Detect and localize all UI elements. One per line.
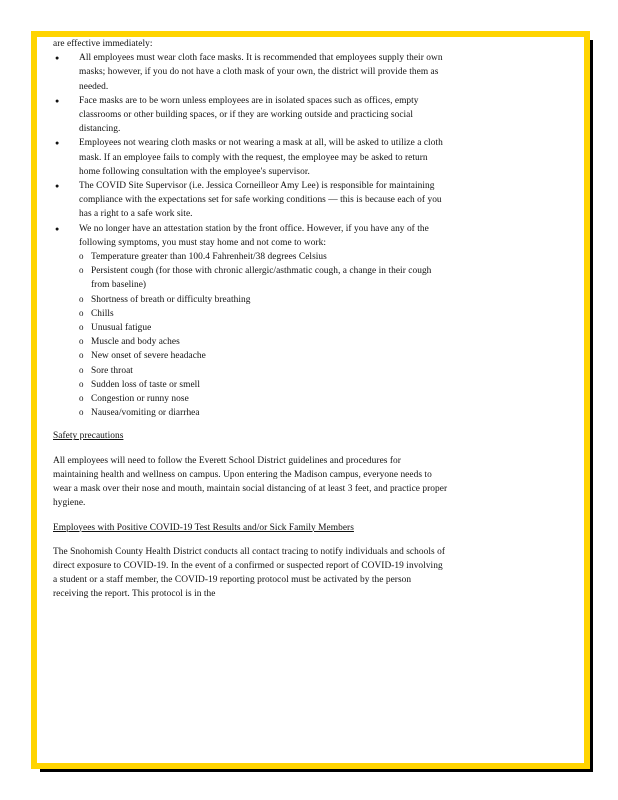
document-content: [53, 37, 448, 602]
symptom-item: o Sore throat: [79, 364, 448, 378]
safety-heading: Safety precautions: [53, 431, 124, 442]
symptom-item: o Chills: [79, 307, 448, 321]
bullet-item: ● The COVID Site Supervisor (i.e. Jessica Corneilleor Amy Lee) is responsible for maintaining compliance with the expectations set for safe working conditions — this is because each of you has a right to a safe work site.: [53, 179, 448, 222]
intro-line: are effective immediately:: [53, 39, 153, 49]
positive-heading: Employees with Positive COVID-19 Test Results and/or Sick Family Members: [53, 522, 354, 533]
bullet-item: ● Employees not wearing cloth masks or not wearing a mask at all, will be asked to utilize a cloth mask. If an employee fails to comply with the request, the employee may be asked to return home following consultation with the employee's supervisor.: [53, 136, 448, 179]
bullet-item: [53, 222, 448, 421]
snohomish-paragraph: The Snohomish County Health District conducts all contact tracing to notify individuals and schools of direct exposure to COVID-19. In the event of a confirmed or suspected report of COVID-19 involving a student or a staff member, the COVID-19 reporting protocol must be activated by the person receiving the report. This protocol is in the: [53, 546, 446, 600]
symptom-item: o Nausea/vomiting or diarrhea: [79, 406, 448, 420]
safety-paragraph: All employees will need to follow the Everett School District guidelines and procedures for maintaining health and wellness on campus. Upon entering the Madison campus, everyone needs to wear a mask over their nose and mouth, maintain social distancing of at least 3 feet, and practice proper hygiene.: [53, 455, 448, 509]
symptom-item: o Persistent cough (for those with chronic allergic/asthmatic cough, a change in their cough from baseline): [79, 264, 441, 292]
symptom-item: o Shortness of breath or difficulty breathing: [79, 293, 448, 307]
symptom-item: o New onset of severe headache: [79, 349, 448, 363]
symptom-item: o Temperature greater than 100.4 Fahrenheit/38 degrees Celsius: [79, 250, 448, 264]
symptom-item: o Muscle and body aches: [79, 335, 448, 349]
bullet-text: ● We no longer have an attestation station by the front office. However, if you have any of the following symptoms, you must stay home and not come to work:: [79, 223, 429, 248]
bullet-item: ● All employees must wear cloth face masks. It is recommended that employees supply their own masks; however, if you do not have a cloth mask of your own, the district will provide them as needed.: [53, 51, 448, 94]
symptom-list: [79, 250, 448, 420]
symptom-item: o Sudden loss of taste or smell: [79, 378, 448, 392]
bullet-item: ● Face masks are to be worn unless employees are in isolated spaces such as offices, empty classrooms or other building spaces, or if they are working outside and practicing social distancing.: [53, 94, 448, 137]
symptom-item: o Congestion or runny nose: [79, 392, 448, 406]
symptom-item: o Unusual fatigue: [79, 321, 448, 335]
policy-bullet-list: [53, 51, 448, 420]
